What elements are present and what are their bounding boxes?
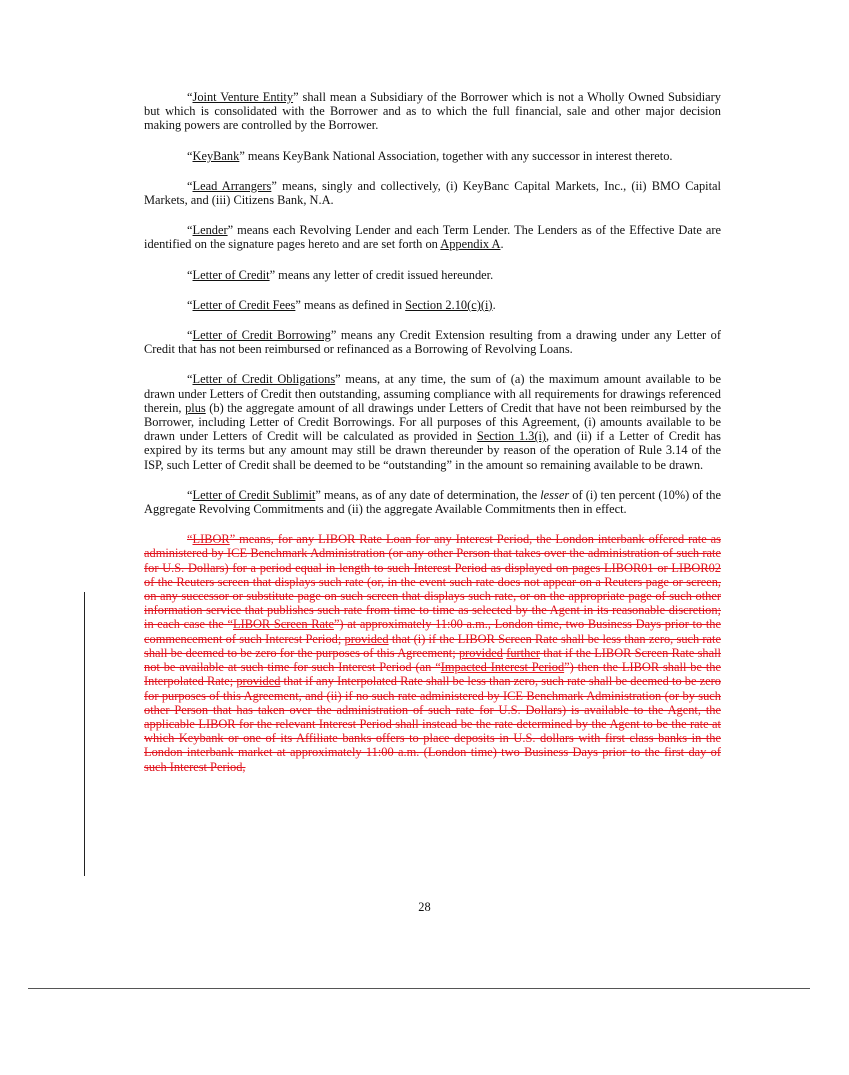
plus-emphasis: plus — [185, 400, 206, 415]
provided-emphasis: provided — [236, 674, 281, 689]
provided-emphasis: provided — [344, 631, 389, 646]
definition-letter-of-credit-borrowing: “Letter of Credit Borrowing” means any Credit Extension resulting from a drawing under any Letter of Credit that has not been reimbursed or refinanced as a Borrowing of Revolving Loans. — [144, 328, 721, 357]
defined-term: Letter of Credit Sublimit — [192, 487, 316, 502]
lesser-emphasis: lesser — [540, 487, 570, 502]
definition-letter-of-credit: “Letter of Credit” means any letter of credit issued hereunder. — [187, 267, 494, 282]
definition-letter-of-credit-fees: “Letter of Credit Fees” means as defined in Section 2.10(c)(i). — [187, 297, 496, 312]
defined-term: Letter of Credit — [192, 267, 270, 282]
defined-term: Letter of Credit Obligations — [192, 372, 336, 387]
definition-keybank: “KeyBank” means KeyBank National Association, together with any successor in interest thereto. — [187, 148, 673, 163]
defined-term: Joint Venture Entity — [192, 90, 294, 104]
definition-libor-deleted: “LIBOR” means, for any LIBOR Rate Loan for any Interest Period, the London interbank offered rate as administered by ICE Benchmark Administration (or any other Person that takes over the administration of such rate for U.S. Dollars) for a period equal in length to such Interest Period as displayed on pages LIBOR01 or LIBOR02 of the Reuters screen that displays such rate (or, in the event such rate does not appear on a Reuters page or screen, on any successor or substitute page on such screen that displays such rate, or on the appropriate page of such other information service that publishes such rate from time to time as selected by the Agent in its reasonable discretion; in each case the “LIBOR Screen Rate”) at approximately 11:00 a.m., London time, two Business Days prior to the commencement of such Interest Period; provided that (i) if the LIBOR Screen Rate shall be less than zero, such rate shall be deemed to be zero for the purposes of this Agreement; provided further that if the LIBOR Screen Rate shall not be available at such time for such Interest Period (an “Impacted Interest Period”) then the LIBOR shall be the Interpolated Rate; provided that if any Interpolated Rate shall be less than zero, such rate shall be deemed to be zero for purposes of this Agreement, and (ii) if no such rate administered by ICE Benchmark Administration (or by such other Person that has taken over the administration of such rate for U.S. Dollars) is available to the Agent, the applicable LIBOR for the relevant Interest Period shall instead be the rate determined by the Agent to be the rate at which Keybank or one of its Affiliate banks offers to place deposits in U.S. dollars with first class banks in the London interbank market at approximately 11:00 a.m. (London time) two Business Days prior to the first day of such Interest Period, — [144, 532, 722, 774]
defined-term: Lead Arrangers — [192, 178, 272, 193]
definition-letter-of-credit-obligations: “Letter of Credit Obligations” means, at any time, the sum of (a) the maximum amount available to be drawn under Letters of Credit then outstanding, assuming compliance with all requirements for drawings referenced therein, plus (b) the aggregate amount of all drawings under Letters of Credit that have not been reimbursed by the Borrower, including Letter of Credit Borrowings. For all purposes of this Agreement, (i) amounts available to be drawn under Letters of Credit will be calculated as provided in Section 1.3(i), and (ii) if a Letter of Credit has expired by its terms but any amount may still be drawn thereunder by reason of the operation of Rule 3.14 of the ISP, such Letter of Credit shall be deemed to be “outstanding” in the amount so remaining available to be drawn. — [144, 372, 721, 472]
defined-term: Letter of Credit Fees — [192, 297, 296, 312]
defined-term: LIBOR — [192, 532, 230, 547]
cross-reference: Section 1.3(i) — [476, 429, 547, 444]
defined-term: LIBOR Screen Rate — [233, 617, 334, 632]
defined-term: Impacted Interest Period — [440, 660, 565, 675]
cross-reference: Appendix A — [440, 237, 501, 252]
revision-change-bar — [84, 592, 85, 876]
defined-term: Lender — [192, 223, 228, 238]
page-number: 28 — [418, 900, 431, 914]
page-divider — [28, 988, 810, 989]
further-emphasis: further — [506, 645, 540, 660]
defined-term: Letter of Credit Borrowing — [192, 328, 331, 343]
definition-lead-arrangers: “Lead Arrangers” means, singly and collectively, (i) KeyBanc Capital Markets, Inc., (ii) BMO Capital Markets, and (iii) Citizens Bank, N.A. — [144, 178, 721, 208]
definition-joint-venture-entity: “Joint Venture Entity” shall mean a Subsidiary of the Borrower which is not a Wholly Owned Subsidiary but which is consolidated with the Borrower and as to which the full financial, sale and other major decision making powers are controlled by the Borrower. — [144, 90, 721, 133]
definition-letter-of-credit-sublimit: “Letter of Credit Sublimit” means, as of any date of determination, the lesser of (i) ten percent (10%) of the Aggregate Revolving Commitments and (ii) the aggregate Available Commitments then in effect. — [144, 487, 721, 517]
cross-reference: Section 2.10(c)(i) — [405, 297, 493, 312]
defined-term: KeyBank — [192, 148, 240, 163]
definition-lender: “Lender” means each Revolving Lender and each Term Lender. The Lenders as of the Effective Date are identified on the signature pages hereto and are set forth on Appendix A. — [144, 223, 721, 252]
document-body — [144, 90, 721, 790]
provided-emphasis: provided — [458, 645, 503, 660]
